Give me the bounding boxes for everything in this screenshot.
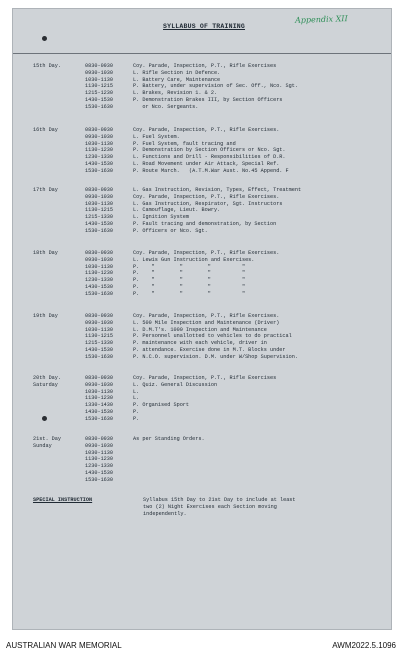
day-label: 15th Day. [33,63,62,69]
archive-reference: AWM2022.5.1096 [332,641,396,650]
archive-name: AUSTRALIAN WAR MEMORIAL [6,641,122,650]
activity-list: Coy. Parade, Inspection, P.T., Rifle Exercises. L. Lewis Gun Instruction and Exercises. P. " " " " P. " " " " P. " " " " P. " " " " P. " " " " [133,250,280,297]
activity-list: As per Standing Orders. [133,436,205,442]
day-label: 16th Day [33,127,58,133]
special-instruction-label: SPECIAL INSTRUCTION [33,497,93,503]
activity-list: Coy. Parade, Inspection, P.T., Rifle Exercises. L. 500 Mile Inspection and Maintenance (Driver) L. D.M.T's. 1000 Inspection and Maintenance P. Personnel unallotted to vehicles to do practical P. maintenance with each vehicle, driver in P. attendance. Exercise done in M.T. Blocks under P. N.C.O. supervision. D.M. under W/Shop Supervision. [133,313,298,360]
appendix-note: Appendix XII [294,14,348,25]
day-label: 19th Day [33,313,58,319]
punch-hole [42,416,47,421]
archive-footer [0,633,404,653]
day-label: 20th Day. Saturday [33,375,62,388]
day-label: 21st. Day Sunday [33,436,62,449]
time-list: 0830-0930 0930-1030 1030-1130 1130-1230 1330-1430 1430-1530 1530-1630 [85,375,114,422]
day-label: 17th Day [33,187,58,193]
document-page [12,8,392,630]
time-list: 0830-0930 0930-1030 1030-1130 1130-1230 1230-1330 1430-1530 1530-1630 [85,250,114,297]
divider [13,53,391,54]
special-instruction-text: Syllabus 15th Day to 21st Day to include at least two (2) Night Exercises each Section moving independently. [143,497,296,517]
time-list: 0830-0930 0930-1030 1030-1130 1130-1215 1215-1330 1430-1530 1530-1630 [85,187,114,234]
time-list: 0830-0930 0930-1030 1030-1130 1130-1230 1230-1330 1430-1530 1530-1630 [85,436,114,483]
activity-list: L. Gas Instruction, Revision, Types, Effect, Treatment Coy. Parade, Inspection, P.T., Rifle Exercises. L. Gas Instruction, Respirator, Sgt. Instructors L. Camouflage, Lieut. Bowry. L. Ignition System P. Fault tracing and demonstration, by Section P. Officers or Nco. Sgt. [133,187,302,234]
activity-list: Coy. Parade, Inspection, P.T., Rifle Exercises L. Rifle Section in Defence. L. Battery Care, Maintenance P. Battery, under supervision of Sec. Off., Nco. Sgt. L. Brakes, Revision 1. & 2. P. Demonstration Brakes III, by Section Officers or Nco. Sergeants. [133,63,298,110]
time-list: 0830-0930 0930-1030 1030-1130 1130-1215 1215-1330 1430-1530 1530-1630 [85,313,114,360]
activity-list: Coy. Parade, Inspection, P.T., Rifle Exercises. L. Fuel System. P. Fuel System, fault tracing and P. Demonstration by Section Officers or Nco. Sgt. L. Functions and Drill - Responsibilities of D.R. L. Road Movement under Air Attack, Special Ref. P. Route March. (A.T.M.War Aust. No.45 Append. F [133,127,289,174]
activity-list: Coy. Parade, Inspection, P.T., Rifle Exercises L. Quiz. General Discussion L. L. P. Organised Sport P. P. [133,375,277,422]
time-list: 0830-0930 0930-1030 1030-1130 1130-1215 1215-1230 1430-1530 1530-1630 [85,63,114,110]
document-title: SYLLABUS OF TRAINING [163,23,246,30]
time-list: 0830-0930 0930-1030 1030-1130 1130-1230 1230-1330 1430-1530 1530-1630 [85,127,114,174]
day-label: 18th Day [33,250,58,256]
punch-hole [42,36,47,41]
